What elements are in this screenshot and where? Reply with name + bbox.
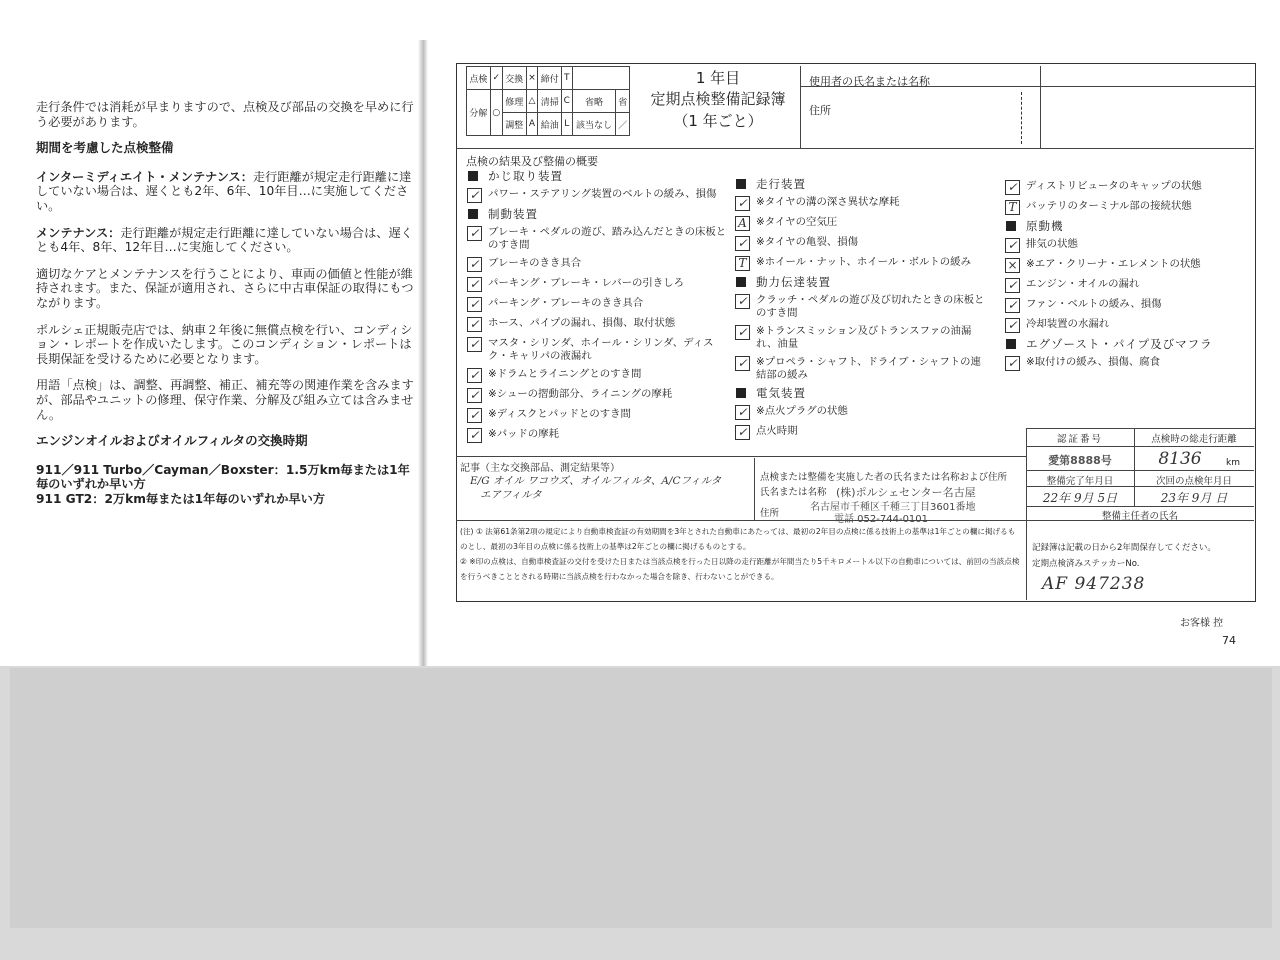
done-date-label: 整備完了年月日: [1046, 476, 1114, 487]
checkbox: ✓: [467, 337, 482, 352]
check-item: ✓ ※タイヤの亀裂、損傷: [734, 236, 988, 251]
check-item: ✓ ※点火プラグの状態: [734, 405, 988, 420]
form-title: [636, 68, 800, 132]
paragraph-intermediate: インターミディエイト・メンテナンス：走行距離が規定走行距離に達していない場合は、遅くとも2年、6年、10年目…に実施してください。: [36, 169, 412, 213]
check-item: ✓ パーキング・ブレーキのきき具合: [466, 297, 730, 312]
check-item: ✓ ファン・ベルトの緩み、損傷: [1004, 298, 1248, 313]
checkbox: A: [735, 216, 750, 231]
category-marker: [1006, 339, 1016, 349]
legend-cell: △: [526, 90, 538, 113]
cert-label: 認証番号: [1056, 434, 1103, 445]
category-marker: [736, 277, 746, 287]
odometer-value: 8136: [1158, 449, 1202, 469]
legend-cell: [572, 67, 630, 90]
legend-cell: 点検: [467, 67, 491, 90]
check-item: ✓ エンジン・オイルの漏れ: [1004, 278, 1248, 293]
legend-cell: ×: [526, 67, 538, 90]
category-running-gear: 走行装置: [734, 178, 988, 191]
checkbox: ✓: [467, 388, 482, 403]
paragraph-maintenance: メンテナンス：走行距離が規定走行距離に達していない場合は、遅くとも4年、8年、12年目…に実施してください。: [36, 225, 413, 255]
legend-cell: T: [562, 67, 572, 90]
title-main: 定期点検整備記録簿: [650, 90, 786, 108]
check-item: T バッテリのターミナル部の接続状態: [1004, 200, 1248, 215]
check-item: ✓ ※ドラムとライニングとのすき間: [466, 368, 730, 383]
check-item: ✓ ディストリビュータのキャップの状態: [1004, 180, 1248, 195]
shop-address-stamp: 名古屋市千種区千種三丁目3601番地: [810, 502, 976, 513]
heading-period-maintenance: 期間を考慮した点検整備: [36, 140, 174, 156]
checkbox: ✓: [1005, 356, 1020, 371]
legend-table: [466, 66, 630, 136]
checkbox: ✓: [735, 405, 750, 420]
category-steering: かじ取り装置: [466, 170, 730, 183]
check-item: ✓ 点火時期: [734, 425, 988, 440]
paragraph-intro: 走行条件では消耗が早まりますので、点検及び部品の交換を早めに行う必要があります。: [36, 100, 414, 129]
retention-note: 記録簿は記載の日から2年間保存してください。: [1032, 543, 1216, 553]
category-brakes: 制動装置: [466, 208, 730, 221]
check-item: × ※エア・クリーナ・エレメントの状態: [1004, 258, 1248, 273]
divider: [1134, 428, 1135, 506]
odometer-unit: km: [1226, 458, 1240, 468]
category-drivetrain: 動力伝達装置: [734, 276, 988, 289]
checkbox: ✓: [1005, 180, 1020, 195]
customer-copy-label: お客様 控: [1180, 618, 1224, 629]
shop-name-stamp: (株)ポルシェセンター名古屋: [836, 486, 976, 499]
checkbox: ✓: [1005, 278, 1020, 293]
paragraph-terms: 用語「点検」は、調整、再調整、補正、補充等の関連作業を含みますが、部品やユニットの修理、保守作業、分解及び組み立ては含みません。: [36, 378, 414, 422]
check-item: ✓ ※シューの摺動部分、ライニングの摩耗: [466, 388, 730, 403]
legend-cell: L: [562, 113, 572, 136]
checkbox: ✓: [735, 425, 750, 440]
checkbox: ✓: [1005, 298, 1020, 313]
divider: [1026, 520, 1027, 600]
title-year: 1 年目: [695, 69, 741, 87]
legend-cell: 省: [616, 90, 630, 113]
divider: [1026, 446, 1254, 447]
term-maintenance: メンテナンス：: [36, 225, 121, 240]
checkbox: ✓: [467, 257, 482, 272]
record-value-line2: エアフィルタ: [480, 489, 542, 501]
check-item: ✓ ホース、パイプの漏れ、損傷、取付状態: [466, 317, 730, 332]
check-item: ✓ パーキング・ブレーキ・レバーの引きしろ: [466, 277, 730, 292]
legend-cell: 省略: [572, 90, 616, 113]
divider: [1040, 66, 1041, 148]
category-exhaust: エグゾースト・パイプ及びマフラ: [1004, 338, 1248, 351]
check-item: ✓ ※タイヤの溝の深さ異状な摩耗: [734, 196, 988, 211]
checkbox: ×: [1005, 258, 1020, 273]
divider: [456, 456, 1026, 457]
checkbox: ✓: [735, 294, 750, 309]
category-marker: [468, 171, 478, 181]
legend-cell: 該当なし: [572, 113, 616, 136]
divider: [1026, 470, 1254, 471]
checkbox: ✓: [467, 317, 482, 332]
check-item: A ※タイヤの空気圧: [734, 216, 988, 231]
checkbox: ✓: [467, 408, 482, 423]
category-engine: 原動機: [1004, 220, 1248, 233]
legend-cell: 給油: [538, 113, 562, 136]
legend-cell: ○: [490, 90, 502, 136]
checkbox: ✓: [735, 236, 750, 251]
divider: [456, 148, 1254, 149]
chief-mechanic-label: 整備主任者の氏名: [1101, 511, 1178, 522]
checkbox: T: [735, 256, 750, 271]
check-item: ✓ 排気の状態: [1004, 238, 1248, 253]
legend-cell: ／: [616, 113, 630, 136]
checkbox: T: [1005, 200, 1020, 215]
shop-phone-stamp: 電話 052-744-0101: [834, 514, 929, 525]
cert-value: 愛第8888号: [1048, 454, 1112, 467]
legend-cell: 締付: [538, 67, 562, 90]
page-gutter: [418, 40, 428, 666]
sticker-label: 定期点検済みステッカーNo.: [1032, 559, 1140, 569]
paragraph-dealer: ポルシェ正規販売店では、納車２年後に無償点検を行い、コンディション・レポートを作成いたします。このコンディション・レポートは長期保証を受けるために必要となります。: [36, 322, 413, 366]
check-item: ✓ ※パッドの摩耗: [466, 428, 730, 443]
check-item: ✓ マスタ・シリンダ、ホイール・シリンダ、ディスク・キャリパの液漏れ: [466, 337, 730, 363]
next-date-value: 23年 9月 日: [1160, 491, 1228, 505]
check-item: ✓ ブレーキのきき具合: [466, 257, 730, 272]
column-engine-exhaust: [1004, 180, 1248, 376]
divider: [1026, 506, 1254, 507]
sticker-value: AF 947238: [1042, 574, 1146, 594]
checkbox: ✓: [467, 428, 482, 443]
category-marker: [1006, 221, 1016, 231]
legend-cell: ✓: [490, 67, 502, 90]
odometer-label: 点検時の総走行距離: [1151, 434, 1237, 445]
legend-cell: A: [526, 113, 538, 136]
check-item: ✓ パワー・ステアリング装置のベルトの緩み、損傷: [466, 188, 730, 203]
record-value-line1: E/G オイル ワコウズ、オイルフィルタ、A/Cフィルタ: [470, 475, 722, 487]
term-intermediate: インターミディエイト・メンテナンス：: [36, 169, 253, 184]
legend-cell: 分解: [467, 90, 491, 136]
legend-cell: 清掃: [538, 90, 562, 113]
column-running-drivetrain-electrical: [734, 178, 988, 445]
record-label: 記事（主な交換部品、測定結果等）: [460, 463, 620, 474]
check-item: T ※ホイール・ナット、ホイール・ボルトの緩み: [734, 256, 988, 271]
checkbox: ✓: [467, 297, 482, 312]
check-item: ✓ ※トランスミッション及びトランスファの油漏れ、油量: [734, 325, 988, 351]
checkbox: ✓: [1005, 238, 1020, 253]
column-steering-brakes: [466, 170, 730, 448]
checkbox: ✓: [467, 368, 482, 383]
heading-oil-interval: エンジンオイルおよびオイルフィルタの交換時期: [36, 433, 308, 449]
oil-interval-911: 911／911 Turbo／Cayman／Boxster：1.5万km毎または1年毎のいずれか早い方: [36, 462, 410, 492]
left-page: [36, 100, 414, 518]
shop-label: 点検または整備を実施した者の氏名または名称および住所: [760, 472, 1008, 483]
check-item: ✓ ※取付けの緩み、損傷、腐食: [1004, 356, 1248, 371]
check-item: ✓ ブレーキ・ペダルの遊び、踏み込んだときの床板とのすき間: [466, 226, 730, 252]
note-2: ② ※印の点検は、自動車検査証の交付を受けた日または当該点検を行った日以降の走行距離が年間当たり5千キロメートル以下の自動車については、前回の当該点検を行うべきこととされる時期に当該点検を行わなかった場合を除き、行わないことができる。: [460, 557, 1020, 581]
checkbox: ✓: [467, 226, 482, 241]
summary-label: 点検の結果及び整備の概要: [466, 155, 598, 168]
user-box: [800, 66, 1041, 148]
legend-cell: 修理: [502, 90, 526, 113]
check-item: ✓ ※プロペラ・シャフト、ドライブ・シャフトの連結部の緩み: [734, 356, 988, 382]
check-item: ✓ ※ディスクとパッドとのすき間: [466, 408, 730, 423]
scan-background: [10, 668, 1272, 928]
category-marker: [736, 179, 746, 189]
legend-cell: C: [562, 90, 572, 113]
next-date-label: 次回の点検年月日: [1155, 476, 1232, 487]
shop-name-label: 氏名または名称: [760, 487, 827, 498]
checkbox: ✓: [467, 188, 482, 203]
done-date-value: 22年 9月 5日: [1042, 491, 1118, 505]
divider: [754, 458, 755, 520]
note-1: (注) ① 法第61条第2項の規定により自動車検査証の有効期間を3年とされた自動車にあたっては、最初の2年目の点検に係る技術上の基準は1年ごとの欄に掲げるものとし、最初の3年目の点検に係る技術上の基準は2年ごとの欄に掲げるものとする。: [460, 527, 1016, 551]
user-name-label: 使用者の氏名または名称: [809, 75, 930, 88]
checkbox: ✓: [735, 325, 750, 340]
divider: [1021, 92, 1022, 144]
category-marker: [736, 388, 746, 398]
check-item: ✓ 冷却装置の水漏れ: [1004, 318, 1248, 333]
checkbox: ✓: [735, 196, 750, 211]
page-number: 74: [1222, 634, 1236, 647]
check-item: ✓ クラッチ・ペダルの遊び及び切れたときの床板とのすき間: [734, 294, 988, 320]
divider: [801, 86, 1255, 87]
legend-cell: 調整: [502, 113, 526, 136]
category-marker: [468, 209, 478, 219]
category-electrical: 電気装置: [734, 387, 988, 400]
shop-address-label: 住所: [760, 508, 780, 519]
address-label: 住所: [809, 104, 831, 117]
notes: [460, 524, 1020, 584]
paragraph-care: 適切なケアとメンテナンスを行うことにより、車両の価値と性能が維持されます。また、保証が適用され、さらに中古車保証の取得にもつながります。: [36, 266, 414, 310]
title-interval: （1 年ごと）: [673, 112, 763, 130]
oil-interval-gt2: 911 GT2：2万km毎または1年毎のいずれか早い方: [36, 491, 326, 506]
checkbox: ✓: [1005, 318, 1020, 333]
checkbox: ✓: [735, 356, 750, 371]
legend-cell: 交換: [502, 67, 526, 90]
checkbox: ✓: [467, 277, 482, 292]
